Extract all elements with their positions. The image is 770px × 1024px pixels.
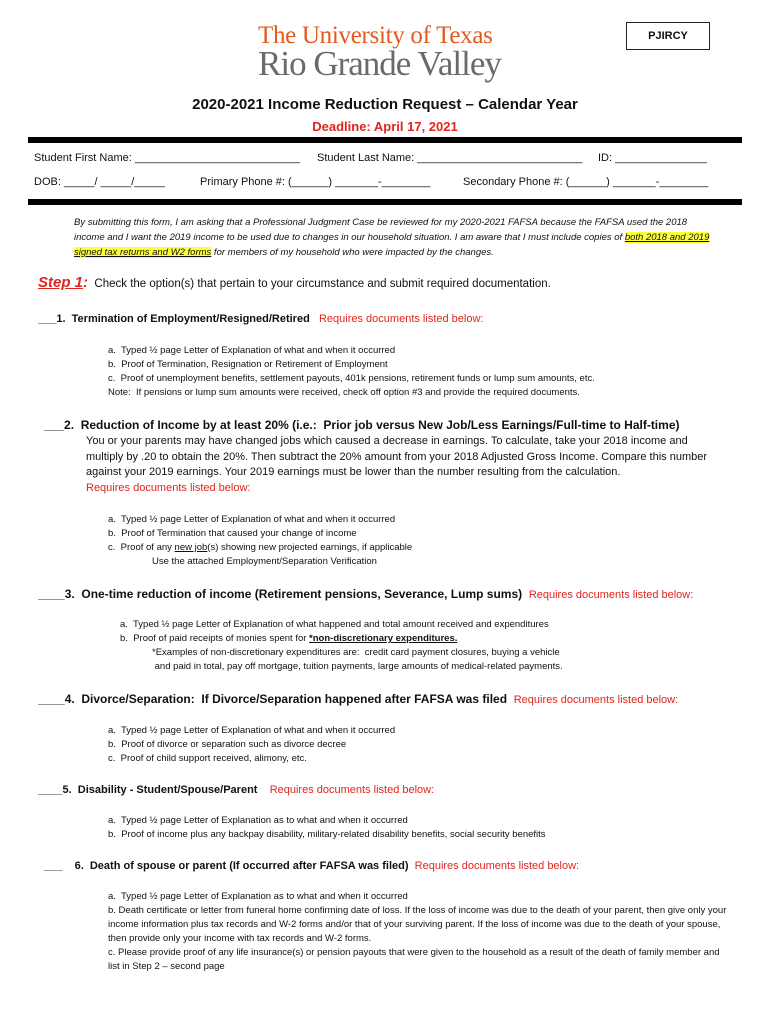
secondary-phone-field[interactable]: Secondary Phone #: (______) _______-________ (463, 176, 709, 188)
option3-item-a: a. Typed ½ page Letter of Explanation of what happened and total amount received and expenditures (120, 619, 549, 630)
option2-item-b: b. Proof of Termination that caused your change of income (108, 528, 357, 539)
option5-heading[interactable] (38, 784, 434, 796)
student-id-field[interactable]: ID: _______________ (598, 152, 707, 164)
student-last-name-field[interactable]: Student Last Name: ___________________________ (317, 152, 583, 164)
option4-item-b: b. Proof of divorce or separation such as divorce decree (108, 739, 347, 750)
option1-note: Note: If pensions or lump sum amounts were received, check off option #3 and provide the required documents. (108, 387, 580, 398)
option4-item-a: a. Typed ½ page Letter of Explanation of what and when it occurred (108, 725, 396, 736)
option6-requires: Requires documents listed below: (414, 860, 580, 872)
step1-heading (38, 274, 551, 291)
option3-item-b (120, 632, 457, 646)
fields-divider (28, 199, 742, 205)
university-logo-line2: Rio Grande Valley (258, 44, 501, 83)
option1-item-a: a. Typed ½ page Letter of Explanation of what and when it occurred (108, 345, 396, 356)
step1-instruction: Check the option(s) that pertain to your circumstance and submit required documentation. (88, 278, 551, 290)
option2-item-a: a. Typed ½ page Letter of Explanation of what and when it occurred (108, 514, 396, 525)
option4-requires: Requires documents listed below: (513, 694, 679, 706)
option2-item-c (108, 541, 412, 555)
option3-requires: Requires documents listed below: (528, 589, 694, 601)
intro-text-end: for members of my household who were impacted by the changes. (211, 247, 494, 258)
option2-requires: Requires documents listed below: (86, 482, 251, 494)
option2-item-c-underlined: new job (174, 542, 208, 553)
option3-heading[interactable] (38, 587, 693, 601)
step1-colon: : (83, 274, 89, 291)
option6-item-c: c. Please provide proof of any life insurance(s) or pension payouts that were given to the household as a result of the death of family member and list in Step 2 – second page (108, 947, 720, 972)
intro-text: By submitting this form, I am asking that a Professional Judgment Case be reviewed for my 2020-2021 FAFSA because the FAFSA used the 2018 income and I want the 2019 income to be used due to changes in our household situation. I am aware that I must include copies of (74, 217, 688, 243)
option2-paragraph: You or your parents may have changed jobs which caused a decrease in earnings. To calculate, take your 2018 income and multiply by .20 to obtain the 20%. Then subtract the 20% amount from your 2018 Adjusted Gross Income. Compare this number against your 2019 earnings. Your 2019 earnings must be lower than the number resulting from the calculation. (86, 435, 708, 478)
option5-requires: Requires documents listed below: (269, 784, 435, 796)
intro-highlight: both 2018 and 2019 signed tax returns and W2 forms (74, 232, 710, 258)
primary-phone-field[interactable]: Primary Phone #: (______) _______-________ (200, 176, 431, 188)
option1-item-c: c. Proof of unemployment benefits, settlement payouts, 401k pensions, retirement funds or lump sum amounts, etc. (108, 373, 595, 384)
deadline: Deadline: April 17, 2021 (312, 119, 458, 134)
form-code-box: PJIRCY (626, 22, 710, 50)
option1-title: ___1. Termination of Employment/Resigned/Retired (38, 313, 310, 325)
option4-heading[interactable] (38, 692, 678, 706)
top-divider (28, 137, 742, 143)
option3-example-1: *Examples of non-discretionary expenditures are: credit card payment closures, buying a vehicle (152, 647, 560, 658)
intro-statement (74, 215, 714, 260)
option2-note: Use the attached Employment/Separation Verification (152, 556, 377, 567)
option3-example-2: and paid in total, pay off mortgage, tuition payments, large amounts of medical-related payments. (152, 661, 563, 672)
option6-item-b: b. Death certificate or letter from funeral home confirming date of loss. If the loss of income was due to the death of your parent, then give only your income information plus tax records and W-2 forms and/or that of your surviving parent. If the loss of income was due to the death of your spouse, then provide only your income with tax records and W-2 forms. (108, 905, 727, 944)
option1-item-b: b. Proof of Termination, Resignation or Retirement of Employment (108, 359, 388, 370)
option5-item-a: a. Typed ½ page Letter of Explanation as to what and when it occurred (108, 815, 408, 826)
option3-title: ____3. One-time reduction of income (Retirement pensions, Severance, Lump sums) (38, 587, 523, 601)
form-title: 2020-2021 Income Reduction Request – Calendar Year (192, 96, 578, 113)
option2-item-c-text-end: (s) showing new projected earnings, if applicable (207, 542, 413, 553)
option3-item-b-bold: *non-discretionary expenditures. (309, 633, 458, 644)
option6-heading[interactable] (44, 860, 579, 872)
step1-label (38, 274, 88, 291)
option4-title: ____4. Divorce/Separation: If Divorce/Separation happened after FAFSA was filed (38, 692, 508, 706)
option2-item-c-text: c. Proof of any (108, 542, 175, 553)
option1-heading[interactable] (38, 313, 483, 325)
step1-label-text: Step 1 (38, 274, 84, 291)
option4-item-c: c. Proof of child support received, alimony, etc. (108, 753, 307, 764)
university-logo-line1: The University of Texas (258, 22, 493, 49)
option6-item-a: a. Typed ½ page Letter of Explanation as to what and when it occurred (108, 891, 408, 902)
dob-field[interactable]: DOB: _____/ _____/_____ (34, 176, 165, 188)
option5-item-b: b. Proof of income plus any backpay disability, military-related disability benefits, social security benefits (108, 829, 546, 840)
option1-requires: Requires documents listed below: (318, 313, 484, 325)
option2-heading[interactable]: ___2. Reduction of Income by at least 20% (i.e.: Prior job versus New Job/Less Earnings/Full-time to Half-time) (44, 418, 680, 432)
student-first-name-field[interactable]: Student First Name: ___________________________ (34, 152, 301, 164)
option6-title: ___ 6. Death of spouse or parent (If occurred after FAFSA was filed) (44, 860, 409, 872)
option5-title: ____5. Disability - Student/Spouse/Parent (38, 784, 258, 796)
option3-item-b-text: b. Proof of paid receipts of monies spent for (120, 633, 310, 644)
